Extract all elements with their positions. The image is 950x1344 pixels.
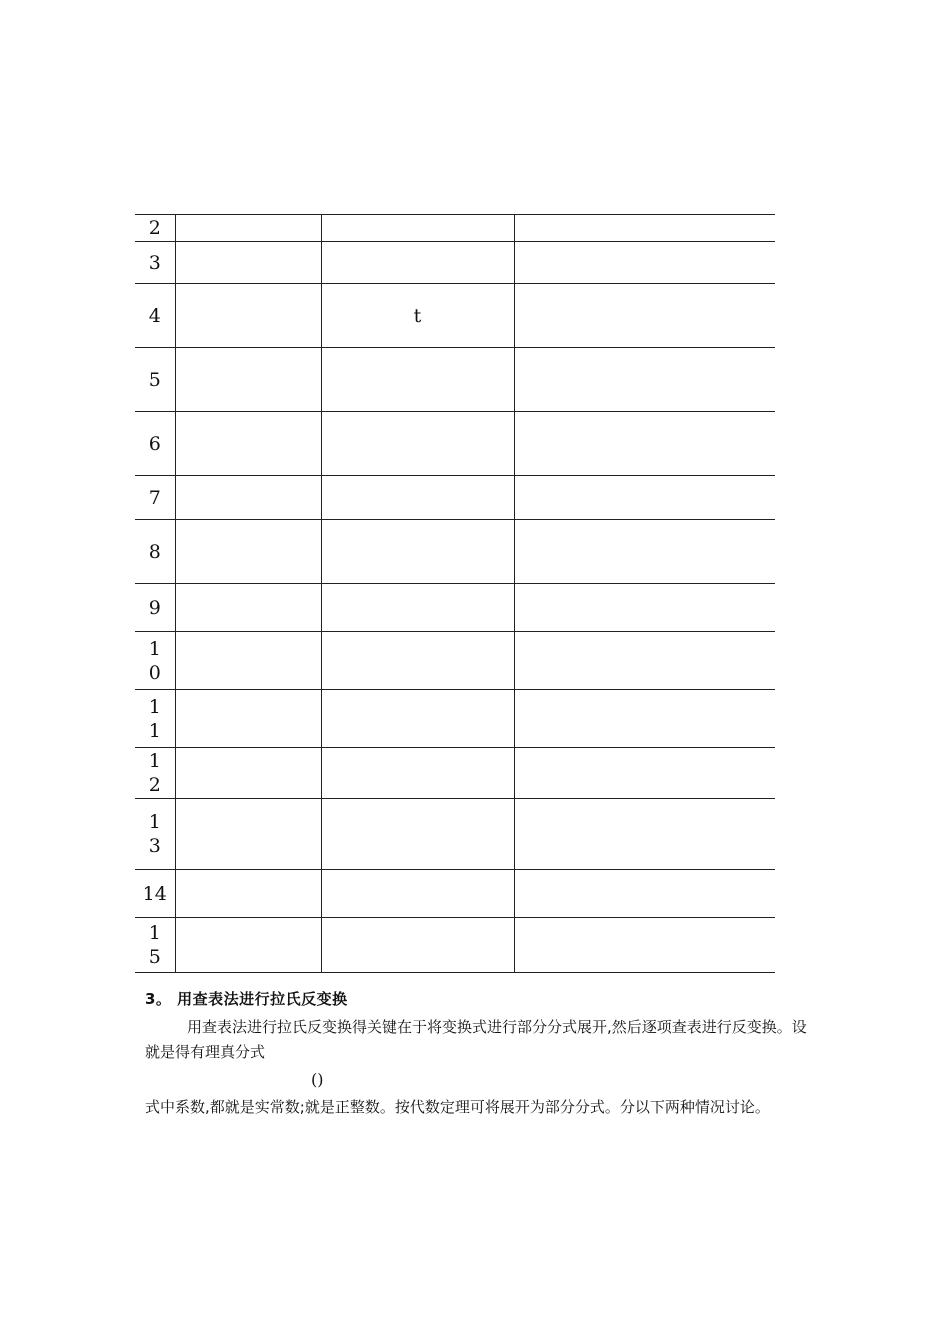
table-cell-col1 — [175, 348, 321, 412]
row-number: 1 2 — [148, 750, 161, 796]
row-number: 7 — [148, 486, 161, 509]
table-cell-col1 — [175, 242, 321, 284]
table-cell-col2: t — [321, 284, 514, 348]
table-cell-col3 — [514, 412, 775, 476]
row-number: 4 — [148, 304, 161, 327]
table-cell-col1 — [175, 632, 321, 690]
table-row — [135, 215, 775, 242]
row-number: 5 — [148, 368, 161, 391]
table-cell-col2 — [321, 348, 514, 412]
table-cell-col3 — [514, 284, 775, 348]
table-row — [135, 799, 775, 870]
table-cell-col3 — [514, 632, 775, 690]
row-number: 3 — [148, 251, 161, 274]
row-number: 6 — [148, 432, 161, 455]
table-row — [135, 476, 775, 520]
row-number-cell — [135, 584, 175, 632]
table-cell-col2 — [321, 690, 514, 748]
table-cell-col3 — [514, 918, 775, 973]
row-number-cell — [135, 690, 175, 748]
row-number: 14 — [142, 882, 167, 905]
table-cell-col2 — [321, 476, 514, 520]
row-number: 1 1 — [148, 695, 161, 742]
table-cell-col3 — [514, 870, 775, 918]
table-cell-col2 — [321, 242, 514, 284]
table-row — [135, 520, 775, 584]
row-number-cell — [135, 748, 175, 799]
section-heading: 3。 用查表法进行拉氏反变换 — [145, 990, 348, 1008]
row-number: 8 — [148, 540, 161, 563]
paragraph-coefficients: 式中系数,都就是实常数;就是正整数。按代数定理可将展开为部分分式。分以下两种情况讨论。 — [145, 1098, 770, 1116]
table-cell-col3 — [514, 520, 775, 584]
row-number: 1 0 — [148, 637, 161, 684]
row-number-cell — [135, 799, 175, 870]
table-row — [135, 690, 775, 748]
table-cell-col2 — [321, 584, 514, 632]
row-number-cell — [135, 918, 175, 973]
row-number: 1 5 — [148, 922, 161, 968]
table-row — [135, 748, 775, 799]
table-body — [135, 215, 775, 973]
table-cell-col3 — [514, 476, 775, 520]
table-cell-col1 — [175, 748, 321, 799]
row-number: 2 — [148, 217, 161, 239]
table-row — [135, 632, 775, 690]
table-cell-col1 — [175, 476, 321, 520]
table-row — [135, 870, 775, 918]
row-number-cell — [135, 632, 175, 690]
formula-fragment: () — [311, 1070, 324, 1089]
table-cell-col1 — [175, 412, 321, 476]
table-cell-col1 — [175, 284, 321, 348]
table-cell-col1 — [175, 520, 321, 584]
table-row — [135, 584, 775, 632]
row-number-cell — [135, 412, 175, 476]
paragraph-intro: 用查表法进行拉氏反变换得关键在于将变换式进行部分分式展开,然后逐项查表进行反变换。设就是得有理真分式 — [145, 1018, 807, 1061]
table-cell-col1 — [175, 215, 321, 242]
table-cell-col2 — [321, 520, 514, 584]
table-cell-col2 — [321, 870, 514, 918]
table-cell-col1 — [175, 870, 321, 918]
table-cell-col3 — [514, 242, 775, 284]
table-row — [135, 918, 775, 973]
row-number-cell — [135, 284, 175, 348]
table-cell-col3 — [514, 799, 775, 870]
row-number: 1 3 — [148, 811, 161, 857]
row-number-cell — [135, 348, 175, 412]
table-row — [135, 412, 775, 476]
table-cell-col2 — [321, 215, 514, 242]
row-number-cell — [135, 870, 175, 918]
table-cell-col3 — [514, 584, 775, 632]
table-cell-col3 — [514, 215, 775, 242]
table-row — [135, 242, 775, 284]
table-row — [135, 348, 775, 412]
laplace-transform-table — [135, 214, 775, 973]
table-cell-col2 — [321, 748, 514, 799]
table-cell-col3 — [514, 690, 775, 748]
row-number-cell — [135, 520, 175, 584]
table-cell-col2 — [321, 918, 514, 973]
table-cell-col3 — [514, 348, 775, 412]
table-row — [135, 284, 775, 348]
table-cell-col3 — [514, 748, 775, 799]
table-cell-col1 — [175, 584, 321, 632]
row-number-cell — [135, 215, 175, 242]
table-cell-col2 — [321, 632, 514, 690]
row-number-cell — [135, 242, 175, 284]
row-number: 9 — [148, 596, 161, 619]
table-cell-col1 — [175, 799, 321, 870]
table-cell-col1 — [175, 918, 321, 973]
table-cell-col2 — [321, 412, 514, 476]
table-cell-col2 — [321, 799, 514, 870]
row-number-cell — [135, 476, 175, 520]
table-cell-col1 — [175, 690, 321, 748]
